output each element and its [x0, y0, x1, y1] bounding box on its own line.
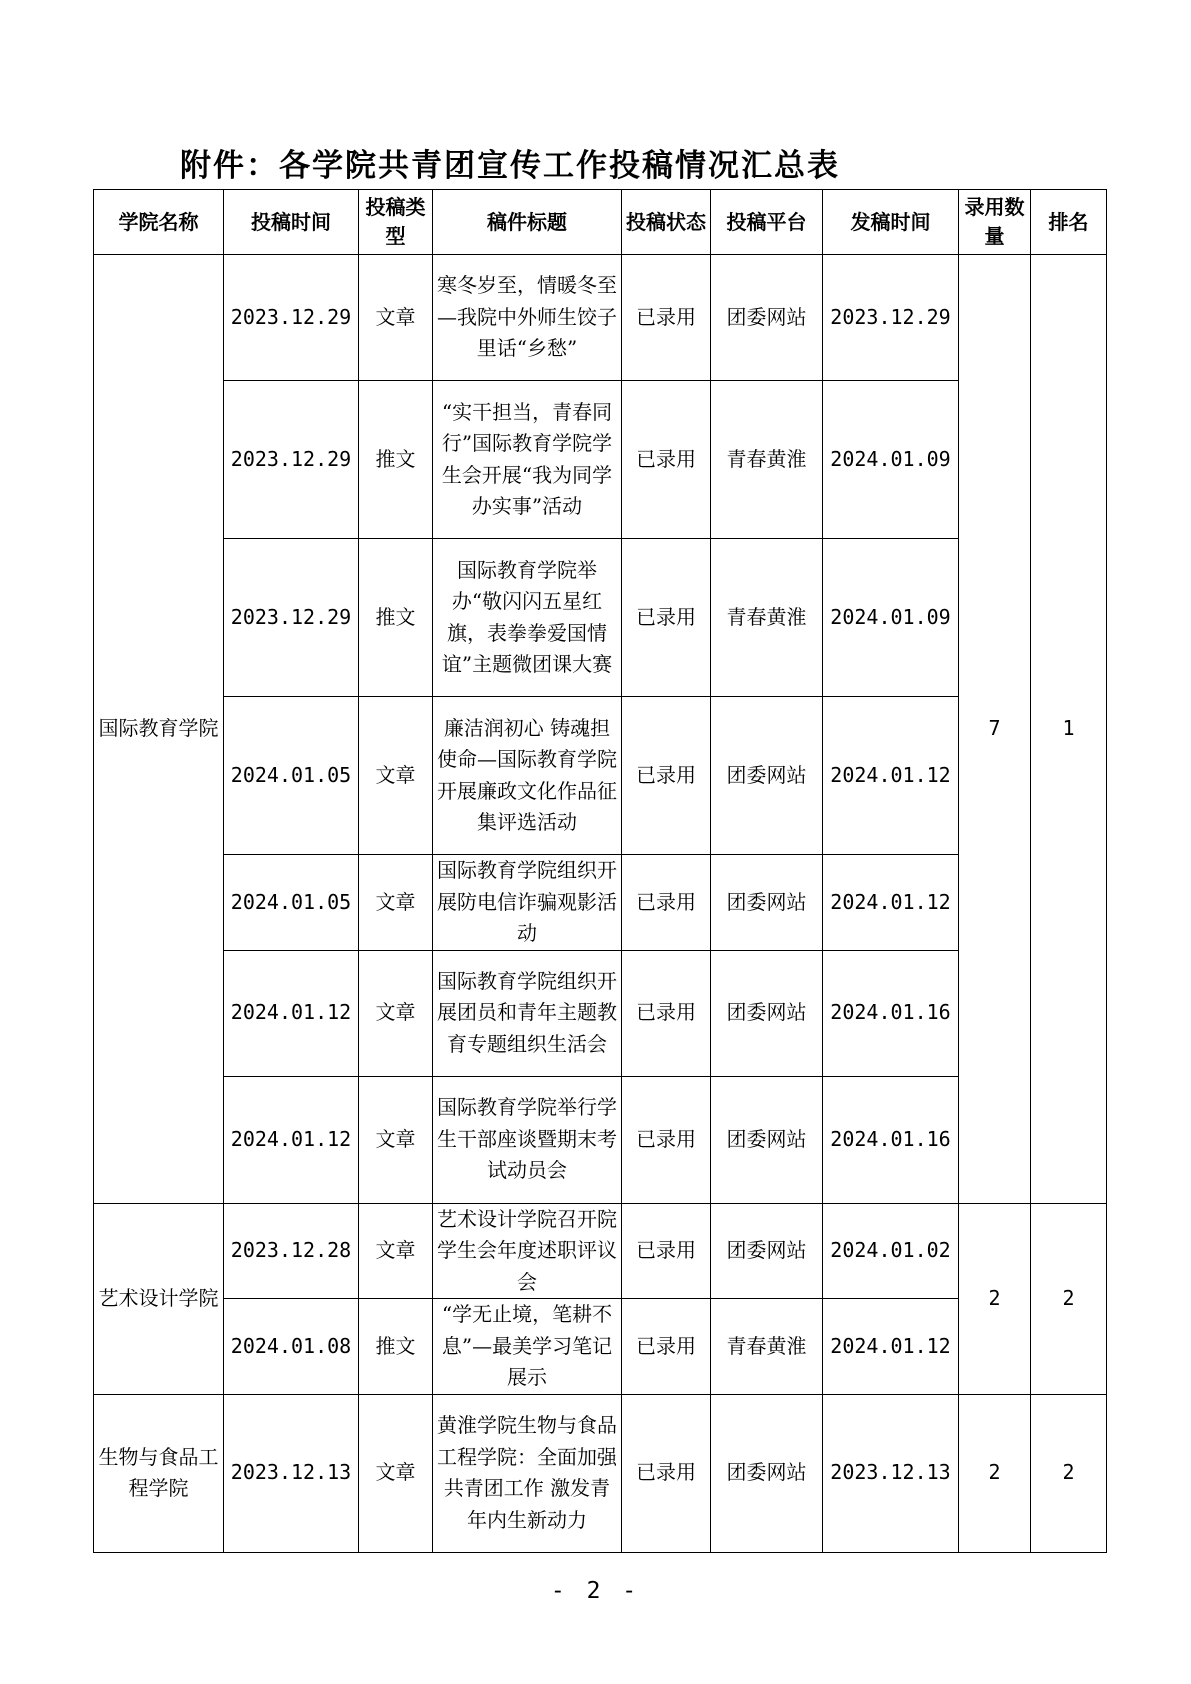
submit-time-cell: 2023.12.29 [224, 539, 359, 697]
status-cell: 已录用 [622, 381, 711, 539]
status-cell: 已录用 [622, 539, 711, 697]
type-cell: 文章 [359, 950, 433, 1076]
rank-cell: 2 [1031, 1394, 1107, 1552]
publish-time-cell: 2024.01.16 [823, 950, 959, 1076]
publish-time-cell: 2023.12.13 [823, 1394, 959, 1552]
platform-cell: 团委网站 [711, 697, 823, 855]
publish-time-cell: 2024.01.16 [823, 1076, 959, 1203]
type-cell: 文章 [359, 1203, 433, 1299]
type-cell: 推文 [359, 381, 433, 539]
publish-time-cell: 2024.01.12 [823, 697, 959, 855]
header-college: 学院名称 [94, 190, 224, 255]
rank-cell: 1 [1031, 255, 1107, 1204]
type-cell: 文章 [359, 697, 433, 855]
accepted-count-cell: 7 [959, 255, 1031, 1204]
platform-cell: 团委网站 [711, 1394, 823, 1552]
table-row [94, 1076, 1107, 1203]
submit-time-cell: 2023.12.13 [224, 1394, 359, 1552]
article-title-cell: 廉洁润初心 铸魂担使命—国际教育学院开展廉政文化作品征集评选活动 [433, 697, 622, 855]
status-cell: 已录用 [622, 1394, 711, 1552]
article-title-cell: “学无止境，笔耕不息”—最美学习笔记展示 [433, 1299, 622, 1395]
header-row [94, 190, 1107, 255]
header-type: 投稿类型 [359, 190, 433, 255]
article-title-cell: 国际教育学院举行学生干部座谈暨期末考试动员会 [433, 1076, 622, 1203]
submit-time-cell: 2024.01.05 [224, 855, 359, 951]
article-title-cell: 艺术设计学院召开院学生会年度述职评议会 [433, 1203, 622, 1299]
article-title-cell: 国际教育学院举办“敬闪闪五星红旗，表拳拳爱国情谊”主题微团课大赛 [433, 539, 622, 697]
article-title-cell: 国际教育学院组织开展团员和青年主题教育专题组织生活会 [433, 950, 622, 1076]
table-row [94, 381, 1107, 539]
status-cell: 已录用 [622, 697, 711, 855]
submit-time-cell: 2023.12.29 [224, 255, 359, 381]
type-cell: 文章 [359, 1076, 433, 1203]
college-cell: 艺术设计学院 [94, 1203, 224, 1394]
publish-time-cell: 2024.01.09 [823, 381, 959, 539]
article-title-cell: 黄淮学院生物与食品工程学院：全面加强共青团工作 激发青年内生新动力 [433, 1394, 622, 1552]
article-title-cell: 寒冬岁至，情暖冬至—我院中外师生饺子里话“乡愁” [433, 255, 622, 381]
header-status: 投稿状态 [622, 190, 711, 255]
table-row [94, 950, 1107, 1076]
article-title-cell: “实干担当，青春同行”国际教育学院学生会开展“我为同学办实事”活动 [433, 381, 622, 539]
type-cell: 文章 [359, 255, 433, 381]
header-accepted-count: 录用数量 [959, 190, 1031, 255]
type-cell: 推文 [359, 1299, 433, 1395]
type-cell: 文章 [359, 1394, 433, 1552]
submit-time-cell: 2024.01.12 [224, 1076, 359, 1203]
platform-cell: 团委网站 [711, 1203, 823, 1299]
rank-cell: 2 [1031, 1203, 1107, 1394]
header-submit-time: 投稿时间 [224, 190, 359, 255]
publish-time-cell: 2024.01.12 [823, 1299, 959, 1395]
status-cell: 已录用 [622, 1076, 711, 1203]
platform-cell: 团委网站 [711, 1076, 823, 1203]
table-row [94, 1299, 1107, 1395]
platform-cell: 团委网站 [711, 855, 823, 951]
table-row [94, 697, 1107, 855]
type-cell: 文章 [359, 855, 433, 951]
table-row [94, 1394, 1107, 1552]
submit-time-cell: 2024.01.08 [224, 1299, 359, 1395]
publish-time-cell: 2024.01.09 [823, 539, 959, 697]
header-article-title: 稿件标题 [433, 190, 622, 255]
college-cell: 国际教育学院 [94, 255, 224, 1204]
publish-time-cell: 2024.01.12 [823, 855, 959, 951]
submit-time-cell: 2024.01.12 [224, 950, 359, 1076]
platform-cell: 青春黄淮 [711, 539, 823, 697]
table-row [94, 855, 1107, 951]
publish-time-cell: 2024.01.02 [823, 1203, 959, 1299]
platform-cell: 团委网站 [711, 255, 823, 381]
page-number: - 2 - [550, 1578, 641, 1604]
submit-time-cell: 2023.12.28 [224, 1203, 359, 1299]
status-cell: 已录用 [622, 255, 711, 381]
accepted-count-cell: 2 [959, 1203, 1031, 1394]
submit-time-cell: 2023.12.29 [224, 381, 359, 539]
header-rank: 排名 [1031, 190, 1107, 255]
header-platform: 投稿平台 [711, 190, 823, 255]
status-cell: 已录用 [622, 1203, 711, 1299]
platform-cell: 青春黄淮 [711, 1299, 823, 1395]
submit-time-cell: 2024.01.05 [224, 697, 359, 855]
table-row [94, 1203, 1107, 1299]
status-cell: 已录用 [622, 950, 711, 1076]
platform-cell: 团委网站 [711, 950, 823, 1076]
type-cell: 推文 [359, 539, 433, 697]
platform-cell: 青春黄淮 [711, 381, 823, 539]
header-publish-time: 发稿时间 [823, 190, 959, 255]
document-title: 附件：各学院共青团宣传工作投稿情况汇总表 [180, 148, 840, 184]
table-row [94, 539, 1107, 697]
status-cell: 已录用 [622, 855, 711, 951]
table-row [94, 255, 1107, 381]
submission-summary-table [93, 189, 1107, 1553]
publish-time-cell: 2023.12.29 [823, 255, 959, 381]
college-cell: 生物与食品工程学院 [94, 1394, 224, 1552]
accepted-count-cell: 2 [959, 1394, 1031, 1552]
article-title-cell: 国际教育学院组织开展防电信诈骗观影活动 [433, 855, 622, 951]
status-cell: 已录用 [622, 1299, 711, 1395]
